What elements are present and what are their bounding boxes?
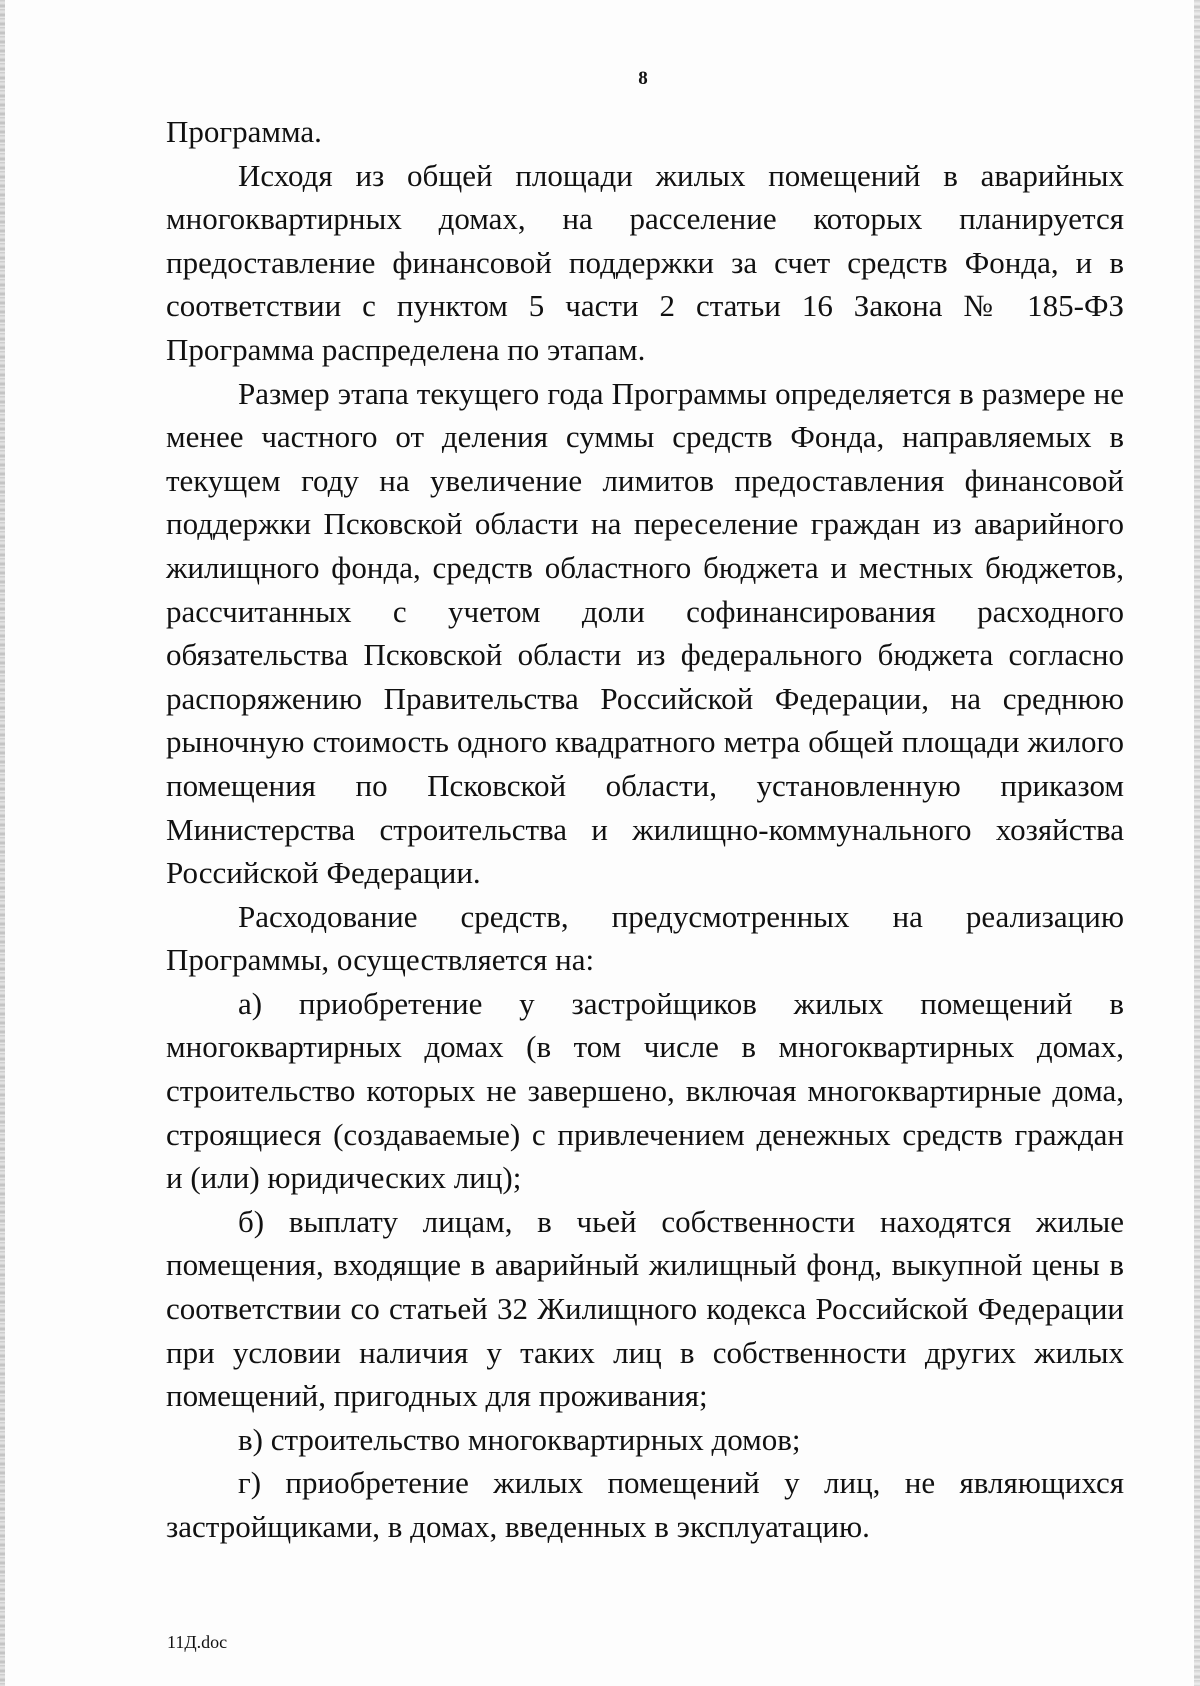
paragraph-stage-size: Размер этапа текущего года Программы определяется в размере не менее частного от деления суммы средств Фонда, направляемых в текущем году на увеличение лимитов предоставления финансовой поддержки Псковской области на переселение граждан из аварийного жилищного фонда, средств областного бюджета и местных бюджетов, рассчитанных с учетом доли софинансирования расходного обязательства Псковской области из федерального бюджета согласно распоряжению Правительства Российской Федерации, на среднюю рыночную стоимость одного квадратного метра общей площади жилого помещения по Псковской области, установленную приказом Министерства строительства и жилищно-коммунального хозяйства Российской Федерации. [166, 375, 1124, 891]
list-item-g: г) приобретение жилых помещений у лиц, не являющихся застройщиками, в домах, введенных в эксплуатацию. [166, 1465, 1124, 1544]
page-number: 8 [638, 68, 648, 89]
paragraph-stages: Исходя из общей площади жилых помещений в аварийных многоквартирных домах, на расселение которых планируется предоставление финансовой поддержки за счет средств Фонда, и в соответствии с пунктом 5 части 2 статьи 16 Закона № 185-ФЗ Программа распределена по этапам. [166, 157, 1124, 367]
scan-edge-left [0, 0, 5, 1686]
list-item-a: а) приобретение у застройщиков жилых помещений в многоквартирных домах (в том числе в многоквартирных домах, строительство которых не завершено, включая многоквартирные дома, строящиеся (создаваемые) с привлечением денежных средств граждан и (или) юридических лиц); [166, 985, 1124, 1196]
list-item-v: в) строительство многоквартирных домов; [238, 1421, 801, 1457]
paragraph-continuation: Программа. [166, 114, 322, 149]
body-text [166, 110, 1124, 1549]
list-item-b: б) выплату лицам, в чьей собственности находятся жилые помещения, входящие в аварийный жилищный фонд, выкупной цены в соответствии со статьей 32 Жилищного кодекса Российской Федерации при условии наличия у таких лиц в собственности других жилых помещений, пригодных для проживания; [166, 1203, 1124, 1414]
footer-filename: 11Д.doc [167, 1632, 228, 1652]
scan-edge-right [1194, 0, 1200, 1686]
paragraph-spending-intro: Расходование средств, предусмотренных на реализацию Программы, осуществляется на: [166, 898, 1124, 978]
